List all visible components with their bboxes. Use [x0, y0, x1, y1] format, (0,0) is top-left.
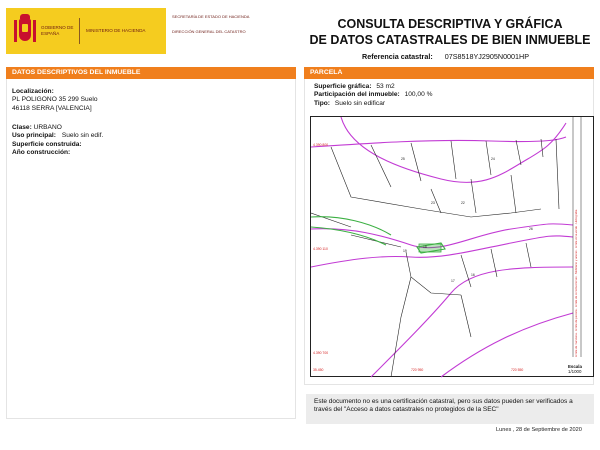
- localizacion-label: Localización:: [12, 88, 54, 95]
- superficie-grafica-label: Superficie gráfica:: [314, 83, 372, 90]
- reference-value: 07S8518YJ2905N0001HP: [444, 52, 530, 61]
- localizacion-line-1: PL POLIGONO 35 299 Suelo: [12, 96, 98, 104]
- logo-separator: [79, 18, 80, 44]
- escala-value: 1/1000: [568, 369, 582, 374]
- coord-top-left: 4.390 800: [313, 143, 329, 147]
- parcela-info: [314, 83, 432, 108]
- clase-value: URBANO: [33, 124, 62, 131]
- parcel-label-17: 17: [451, 279, 455, 283]
- coord-mid-left: 4.390 110: [313, 247, 328, 251]
- logo-direccion: DIRECCIÓN GENERAL DEL CATASTRO: [172, 29, 246, 34]
- disclaimer-note: Este documento no es una certificación catastral, pero sus datos pueden ser verificados a través del "Acceso a datos catastrales no protegidos de la SEC": [306, 394, 594, 424]
- section-bar-inmueble: [6, 67, 296, 79]
- parcel-label-18: 18: [423, 245, 427, 249]
- x-right: 720 550: [511, 368, 524, 372]
- x-mid: 720 950: [411, 368, 424, 372]
- boundary-upper-curve: [341, 117, 566, 182]
- parcel-label-22: 22: [461, 201, 465, 205]
- uso-label: Uso principal:: [12, 132, 56, 140]
- boundary-top: [311, 137, 566, 147]
- map-legend: Limite de manzana · Limite de parcela · Limite de construcciones · Mobiliario y aceras · Limite zona verde · Hidrografía: [574, 209, 578, 357]
- map-drawing: [311, 117, 595, 378]
- map-scale: [568, 364, 582, 374]
- parcel-label-23: 23: [431, 201, 435, 205]
- parcel-label-24: 24: [491, 157, 495, 161]
- parcel-label-25: 25: [401, 157, 405, 161]
- coat-of-arms-icon: [14, 16, 36, 46]
- participacion-label: Participación del inmueble:: [314, 91, 400, 99]
- escala-label: Escala: [568, 364, 582, 369]
- logo-secretaria-block: [166, 8, 304, 54]
- title-line-2: DE DATOS CATASTRALES DE BIEN INMUEBLE: [309, 33, 591, 47]
- tipo-value: Suelo sin edificar: [334, 99, 386, 107]
- boundary-bottom-right: [441, 313, 573, 377]
- logo-secretaria: SECRETARÍA DE ESTADO DE HACIENDA: [172, 14, 250, 19]
- clase-block: [12, 124, 103, 158]
- page-title: [306, 16, 594, 48]
- superficie-construida-label: Superficie construida:: [12, 140, 82, 148]
- logo-gobierno: GOBIERNO DE ESPAÑA: [41, 25, 74, 36]
- localizacion-block: [12, 88, 98, 113]
- boundary-road-south: [311, 236, 573, 267]
- title-line-1: CONSULTA DESCRIPTIVA Y GRÁFICA: [337, 17, 563, 31]
- coord-bot-left: 4.390 700: [313, 351, 329, 355]
- reference-label: Referencia catastral:: [362, 52, 433, 61]
- government-logo: [6, 8, 304, 54]
- section-bar-parcela: PARCELA: [304, 67, 594, 79]
- parcel-label-19: 19: [403, 249, 407, 253]
- parcel-label-26: 26: [529, 227, 533, 231]
- anio-construccion-label: Año construcción:: [12, 149, 71, 157]
- document-date: Lunes , 28 de Septiembre de 2020: [496, 427, 582, 433]
- logo-ministerio: MINISTERIO DE HACIENDA: [86, 28, 146, 34]
- reference-row: [362, 52, 529, 61]
- section-inmueble-strong: INMUEBLE: [104, 69, 141, 76]
- superficie-grafica-value: 53 m2: [376, 83, 395, 90]
- cadastral-map[interactable]: [310, 116, 594, 377]
- parcel-label-16: 16: [471, 273, 475, 277]
- clase-label: Clase:: [12, 124, 32, 131]
- localizacion-line-2: 46118 SERRA [VALENCIA]: [12, 104, 92, 112]
- tipo-label: Tipo:: [314, 99, 330, 107]
- participacion-value: 100,00 %: [404, 91, 433, 99]
- x-left: 35.450: [313, 368, 324, 372]
- section-inmueble-prefix: DATOS DESCRIPTIVOS DEL: [12, 69, 104, 76]
- uso-value: Suelo sin edif.: [61, 132, 104, 140]
